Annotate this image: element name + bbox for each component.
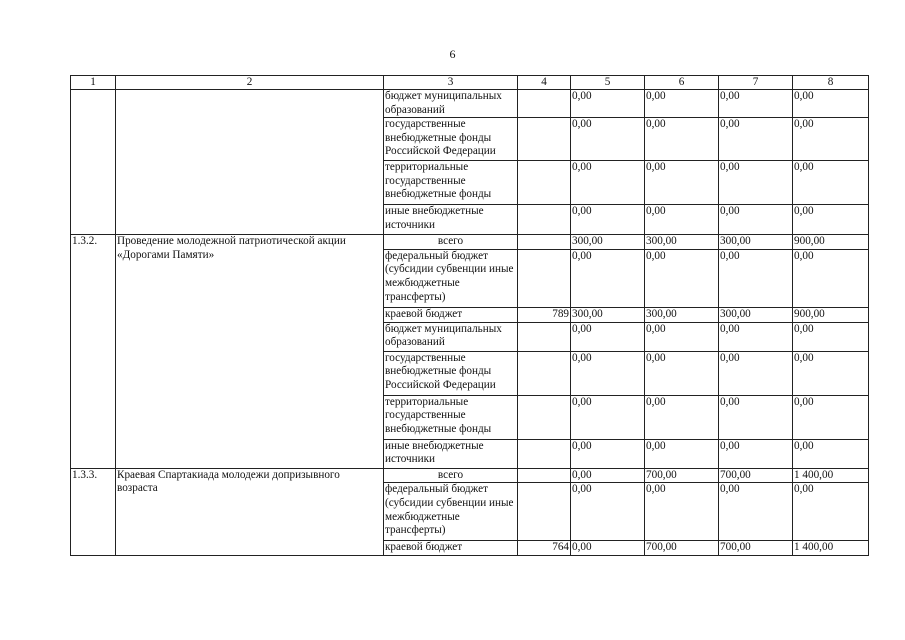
value-cell: 0,00: [645, 249, 719, 307]
value-cell: 700,00: [645, 468, 719, 483]
value-cell: 0,00: [719, 205, 793, 235]
source-cell: государственные внебюджетные фонды Российской Федерации: [384, 351, 518, 395]
kbk-cell: [518, 468, 571, 483]
kbk-cell: [518, 322, 571, 351]
value-cell: 300,00: [571, 307, 645, 322]
kbk-cell: [518, 235, 571, 250]
kbk-cell: [518, 395, 571, 439]
value-cell: 700,00: [719, 541, 793, 556]
code-cell: 1.3.3.: [71, 468, 116, 556]
kbk-cell: 789: [518, 307, 571, 322]
value-cell: 0,00: [719, 395, 793, 439]
kbk-cell: [518, 205, 571, 235]
value-cell: 0,00: [793, 90, 869, 118]
value-cell: 0,00: [571, 205, 645, 235]
source-cell: федеральный бюджет (субсидии субвенции иные межбюджетные трансферты): [384, 483, 518, 541]
value-cell: 0,00: [793, 351, 869, 395]
source-cell: территориальные государственные внебюджетные фонды: [384, 395, 518, 439]
value-cell: 0,00: [793, 439, 869, 468]
kbk-cell: [518, 439, 571, 468]
value-cell: 700,00: [645, 541, 719, 556]
kbk-cell: [518, 483, 571, 541]
source-cell: бюджет муниципальных образований: [384, 322, 518, 351]
value-cell: 0,00: [645, 118, 719, 161]
value-cell: 1 400,00: [793, 541, 869, 556]
value-cell: 1 400,00: [793, 468, 869, 483]
value-cell: 0,00: [719, 161, 793, 205]
value-cell: 900,00: [793, 307, 869, 322]
value-cell: 0,00: [645, 90, 719, 118]
source-cell: краевой бюджет: [384, 307, 518, 322]
kbk-cell: [518, 249, 571, 307]
value-cell: 0,00: [645, 439, 719, 468]
header-row: [71, 76, 869, 90]
header-cell: 1: [71, 76, 116, 90]
value-cell: 700,00: [719, 468, 793, 483]
value-cell: 300,00: [719, 307, 793, 322]
value-cell: 300,00: [571, 235, 645, 250]
source-cell: всего: [384, 468, 518, 483]
source-cell: краевой бюджет: [384, 541, 518, 556]
value-cell: 0,00: [645, 205, 719, 235]
value-cell: 300,00: [645, 307, 719, 322]
table-row: [71, 235, 869, 250]
value-cell: 0,00: [571, 468, 645, 483]
source-cell: территориальные государственные внебюджетные фонды: [384, 161, 518, 205]
value-cell: 300,00: [719, 235, 793, 250]
value-cell: 0,00: [645, 351, 719, 395]
value-cell: 0,00: [719, 351, 793, 395]
kbk-cell: [518, 351, 571, 395]
value-cell: 0,00: [571, 439, 645, 468]
source-cell: иные внебюджетные источники: [384, 205, 518, 235]
kbk-cell: [518, 161, 571, 205]
value-cell: 0,00: [719, 90, 793, 118]
page-number: 6: [449, 47, 456, 61]
value-cell: 900,00: [793, 235, 869, 250]
value-cell: 0,00: [645, 322, 719, 351]
header-cell: 5: [571, 76, 645, 90]
value-cell: 0,00: [793, 161, 869, 205]
table-row: [71, 90, 869, 118]
kbk-cell: 764: [518, 541, 571, 556]
code-cell: [71, 90, 116, 235]
source-cell: иные внебюджетные источники: [384, 439, 518, 468]
value-cell: 0,00: [571, 249, 645, 307]
value-cell: 0,00: [571, 351, 645, 395]
value-cell: 0,00: [645, 483, 719, 541]
source-cell: федеральный бюджет (субсидии субвенции иные межбюджетные трансферты): [384, 249, 518, 307]
header-cell: 3: [384, 76, 518, 90]
value-cell: 0,00: [719, 439, 793, 468]
header-cell: 7: [719, 76, 793, 90]
header-cell: 6: [645, 76, 719, 90]
source-cell: всего: [384, 235, 518, 250]
table-row: [71, 468, 869, 483]
source-cell: государственные внебюджетные фонды Российской Федерации: [384, 118, 518, 161]
header-cell: 4: [518, 76, 571, 90]
value-cell: 0,00: [793, 205, 869, 235]
value-cell: 0,00: [571, 395, 645, 439]
name-cell: [116, 90, 384, 235]
value-cell: 0,00: [571, 161, 645, 205]
value-cell: 0,00: [719, 322, 793, 351]
value-cell: 0,00: [793, 249, 869, 307]
header-cell: 8: [793, 76, 869, 90]
header-cell: 2: [116, 76, 384, 90]
kbk-cell: [518, 118, 571, 161]
value-cell: 0,00: [645, 395, 719, 439]
value-cell: 0,00: [571, 118, 645, 161]
value-cell: 0,00: [793, 118, 869, 161]
value-cell: 0,00: [793, 322, 869, 351]
value-cell: 300,00: [645, 235, 719, 250]
value-cell: 0,00: [571, 90, 645, 118]
source-cell: бюджет муниципальных образований: [384, 90, 518, 118]
value-cell: 0,00: [719, 249, 793, 307]
value-cell: 0,00: [571, 322, 645, 351]
value-cell: 0,00: [793, 483, 869, 541]
name-cell: Проведение молодежной патриотической акции «Дорогами Памяти»: [116, 235, 384, 469]
value-cell: 0,00: [719, 118, 793, 161]
value-cell: 0,00: [719, 483, 793, 541]
code-cell: 1.3.2.: [71, 235, 116, 469]
value-cell: 0,00: [571, 483, 645, 541]
value-cell: 0,00: [793, 395, 869, 439]
name-cell: Краевая Спартакиада молодежи допризывного возраста: [116, 468, 384, 556]
budget-table: [70, 75, 869, 556]
kbk-cell: [518, 90, 571, 118]
value-cell: 0,00: [571, 541, 645, 556]
value-cell: 0,00: [645, 161, 719, 205]
